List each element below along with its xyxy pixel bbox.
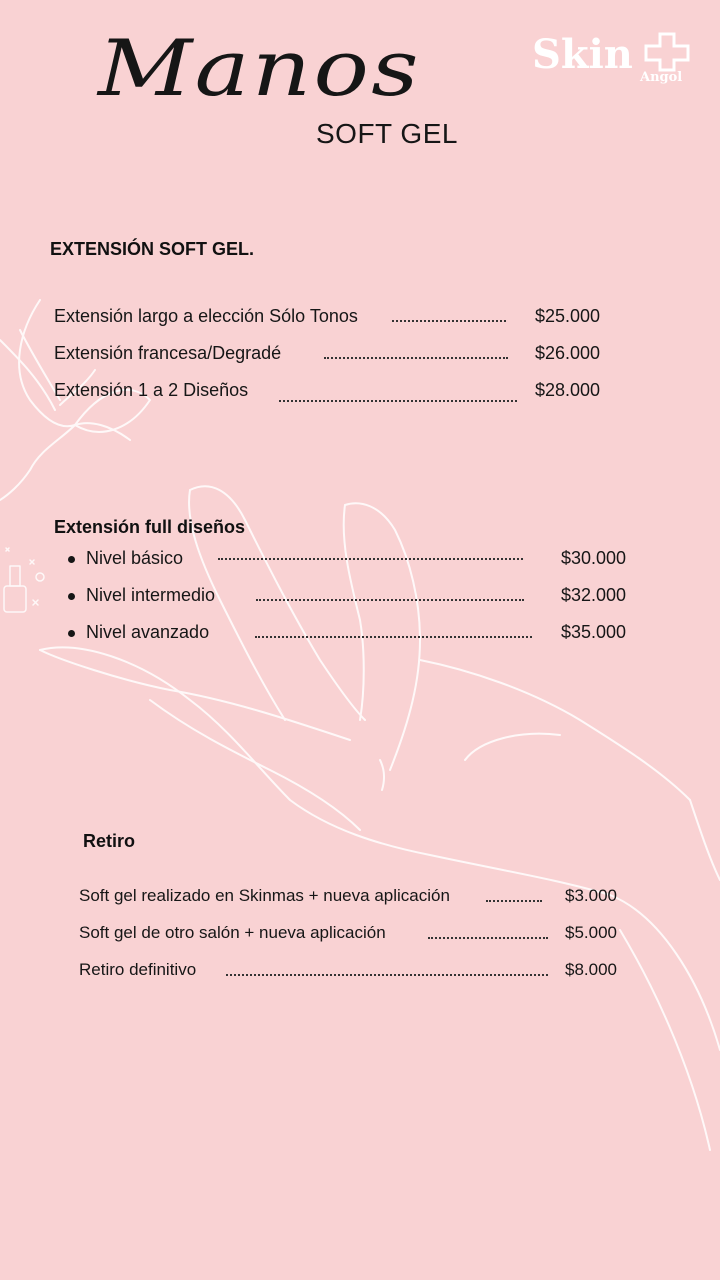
- nail-polish-icon: [4, 548, 44, 612]
- price-row: [54, 343, 614, 367]
- dot-leader: [218, 558, 523, 560]
- dot-leader: [486, 900, 542, 902]
- price-row: [54, 380, 614, 404]
- dot-leader: [324, 357, 508, 359]
- item-price: $26.000: [535, 343, 601, 363]
- item-label: Soft gel realizado en Skinmas + nueva aplicación: [79, 886, 450, 905]
- item-price: $35.000: [561, 622, 627, 642]
- item-label: Nivel avanzado: [86, 622, 210, 642]
- item-price: $3.000: [565, 886, 617, 905]
- item-price: $25.000: [535, 306, 601, 326]
- price-row: [68, 548, 638, 572]
- item-price: $32.000: [561, 585, 627, 605]
- item-price: $5.000: [565, 923, 617, 942]
- dot-leader: [256, 599, 524, 601]
- dot-leader: [392, 320, 506, 322]
- price-row: [68, 585, 638, 609]
- price-row: [54, 306, 614, 330]
- bullet: [68, 630, 75, 637]
- dot-leader: [226, 974, 548, 976]
- item-price: $28.000: [535, 380, 601, 400]
- item-price: $8.000: [565, 960, 617, 979]
- price-row: [79, 960, 629, 984]
- logo-subtext: Angol: [640, 70, 683, 85]
- page-subtitle: SOFT GEL: [316, 118, 458, 149]
- logo-text: Skin: [532, 31, 633, 78]
- item-label: Nivel intermedio: [86, 585, 216, 605]
- dot-leader: [428, 937, 548, 939]
- price-row: [79, 886, 629, 910]
- item-label: Extensión largo a elección Sólo Tonos: [54, 306, 358, 326]
- section-heading-retiro: Retiro: [83, 831, 136, 851]
- section-heading-extension: EXTENSIÓN SOFT GEL.: [50, 239, 255, 259]
- section-heading-full: Extensión full diseños: [54, 517, 246, 537]
- brand-logo: [532, 30, 692, 90]
- item-price: $30.000: [561, 548, 627, 568]
- dot-leader: [279, 400, 517, 402]
- bullet: [68, 556, 75, 563]
- item-label: Nivel básico: [86, 548, 184, 568]
- page-title-script: Manos: [98, 24, 421, 114]
- item-label: Extensión 1 a 2 Diseños: [54, 380, 249, 400]
- price-row: [68, 622, 638, 646]
- dot-leader: [255, 636, 532, 638]
- item-label: Extensión francesa/Degradé: [54, 343, 282, 363]
- item-label: Retiro definitivo: [79, 960, 197, 979]
- item-label: Soft gel de otro salón + nueva aplicación: [79, 923, 386, 942]
- plus-cross-icon: [644, 32, 690, 72]
- bullet: [68, 593, 75, 600]
- price-row: [79, 923, 629, 947]
